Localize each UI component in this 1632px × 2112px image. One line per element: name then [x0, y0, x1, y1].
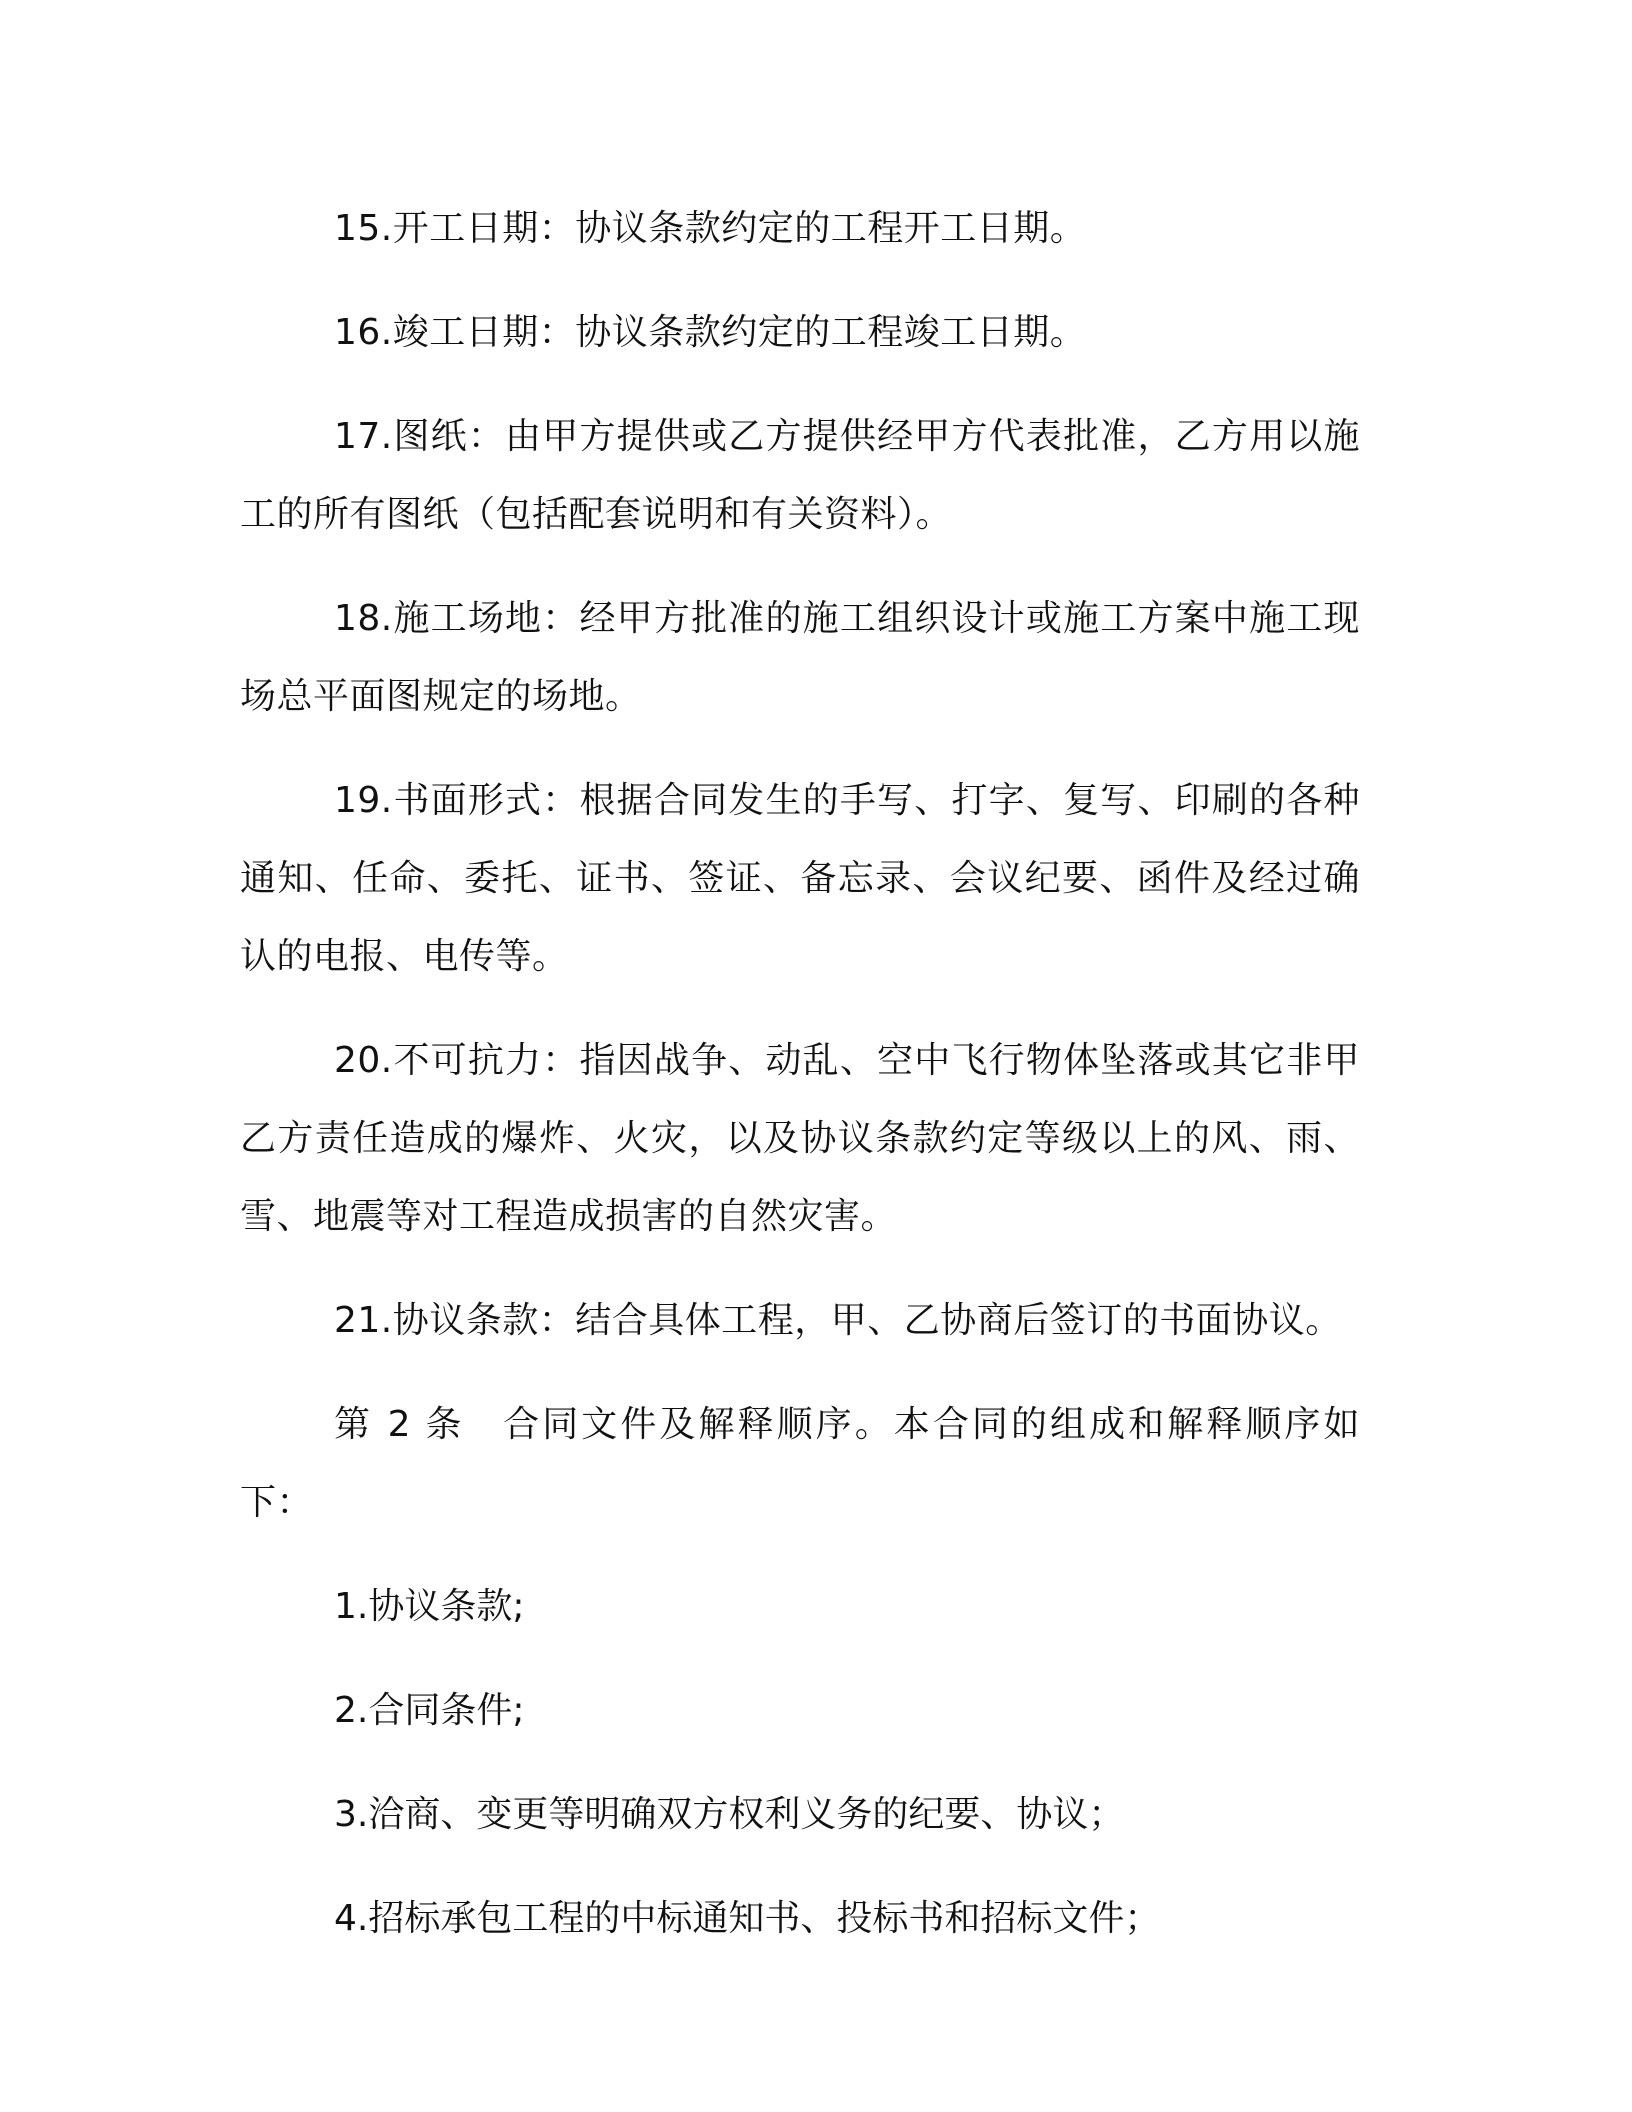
document-body: [240, 190, 1360, 1984]
definition-18: 18.施工场地：经甲方批准的施工组织设计或施工方案中施工现场总平面图规定的场地。: [240, 598, 1360, 717]
order-item-4: 4.招标承包工程的中标通知书、投标书和招标文件；: [334, 1898, 1161, 1939]
article-2-number: 第 2 条: [334, 1404, 465, 1445]
order-item-2: 2.合同条件;: [334, 1690, 525, 1731]
order-item-1: 1.协议条款;: [334, 1586, 525, 1627]
definition-19: 19.书面形式：根据合同发生的手写、打字、复写、印刷的各种通知、任命、委托、证书、签证、备忘录、会议纪要、函件及经过确认的电报、电传等。: [240, 780, 1360, 977]
order-item-3: 3.洽商、变更等明确双方权利义务的纪要、协议；: [334, 1794, 1125, 1835]
definition-20: 20.不可抗力：指因战争、动乱、空中飞行物体坠落或其它非甲乙方责任造成的爆炸、火灾，以及协议条款约定等级以上的风、雨、雪、地震等对工程造成损害的自然灾害。: [240, 1040, 1360, 1237]
definition-16: 16.竣工日期：协议条款约定的工程竣工日期。: [334, 312, 1087, 353]
definition-17: 17.图纸：由甲方提供或乙方提供经甲方代表批准，乙方用以施工的所有图纸（包括配套说明和有关资料）。: [240, 416, 1360, 535]
article-2-heading: [240, 1386, 1360, 1542]
definition-15: 15.开工日期：协议条款约定的工程开工日期。: [334, 208, 1087, 249]
article-2-text: 合同文件及解释顺序。本合同的组成和解释顺序如下：: [240, 1404, 1360, 1523]
definition-21: 21.协议条款：结合具体工程，甲、乙协商后签订的书面协议。: [334, 1300, 1342, 1341]
